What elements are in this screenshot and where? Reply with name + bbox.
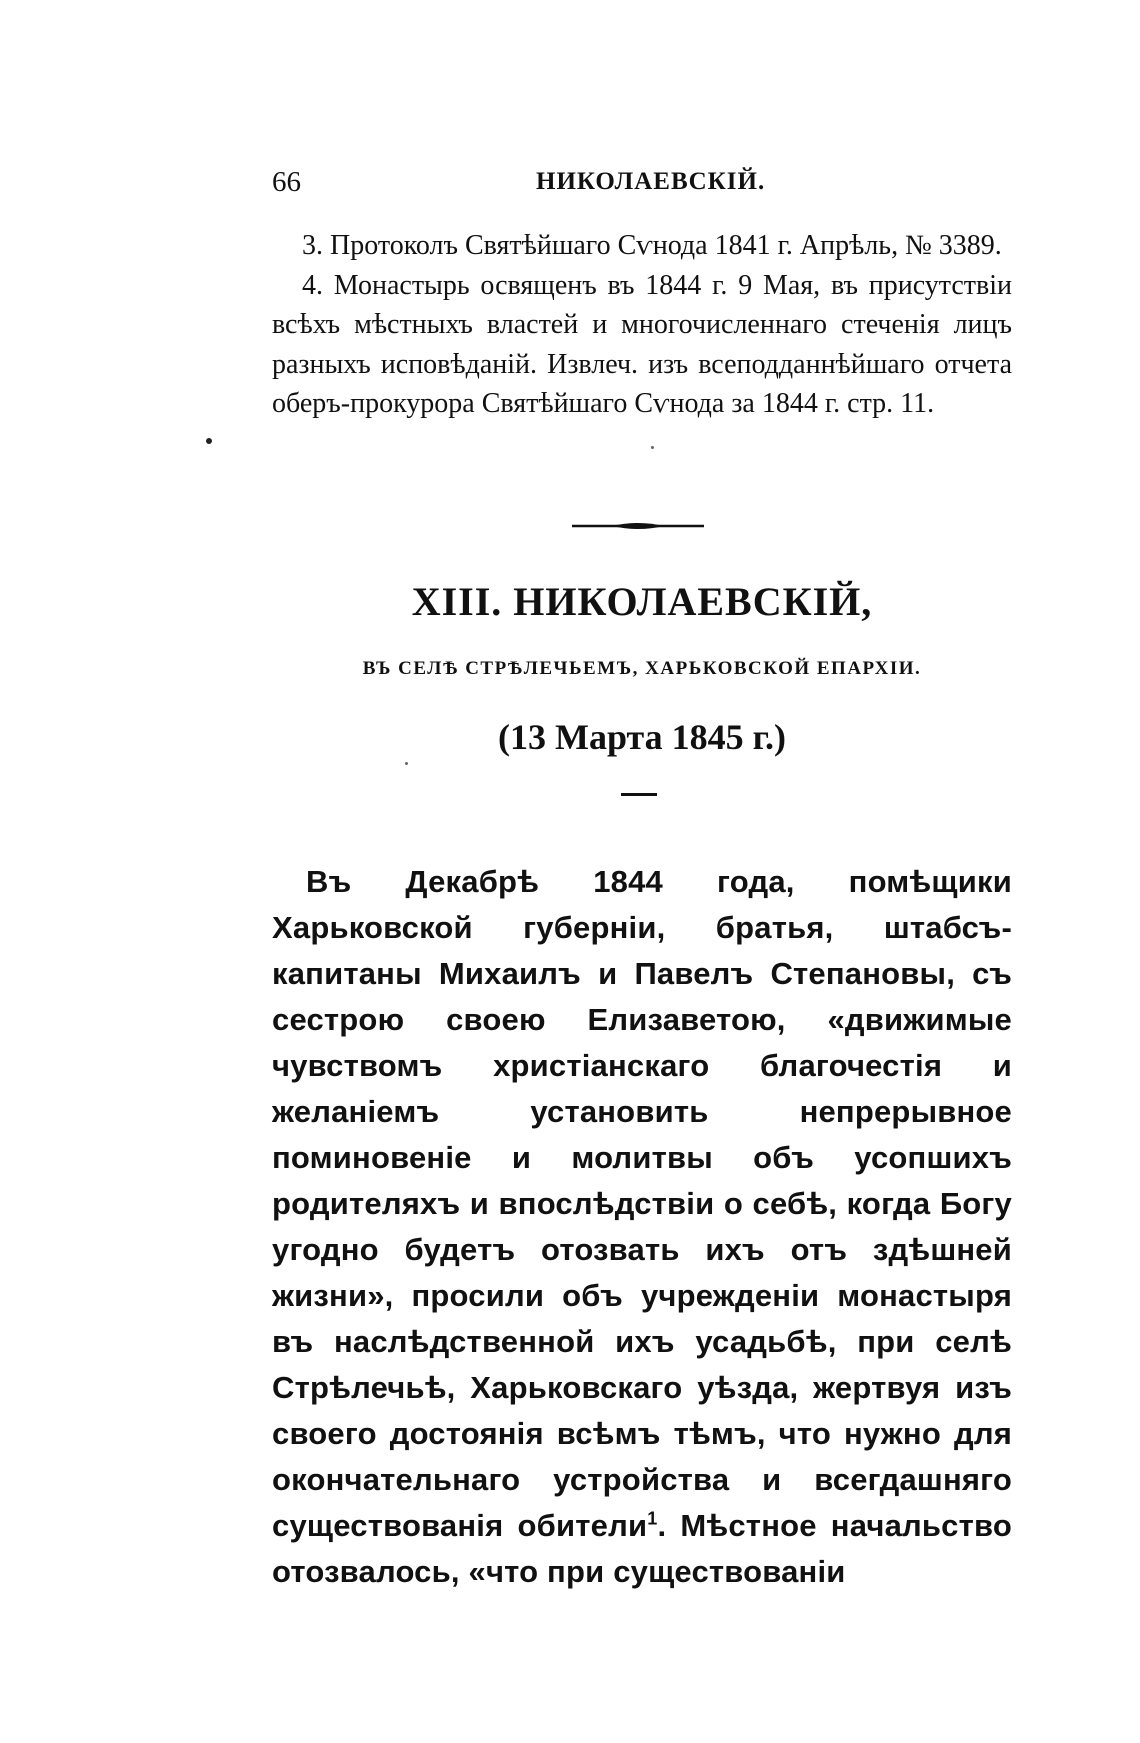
footnote-reference: 1 <box>647 1508 658 1529</box>
body-text: Въ Декабрѣ 1844 года, помѣщики Харьковской губерніи, братья, штабсъ-капитаны Михаилъ и Павелъ Степановы, съ сестрою своею Елизаветою, «движимые чувствомъ христіанскаго благочестія и желаніемъ установить непрерывное поминовеніе и молитвы объ усопшихъ родителяхъ и впослѣдствіи о себѣ, когда Богу угодно будетъ отозвать ихъ отъ здѣшней жизни», просили объ учрежденіи монастыря въ наслѣдственной ихъ усадьбѣ, при селѣ Стрѣлечьѣ, Харьковскаго уѣзда, жертвуя изъ своего достоянія всѣмъ тѣмъ, что нужно для окончательнаго устройства и всегдашняго существованія обители <box>272 864 1012 1543</box>
footnote-4: 4. Монастырь освященъ въ 1844 г. 9 Мая, въ присутствіи всѣхъ мѣстныхъ властей и многочисленнаго стеченія лицъ разныхъ исповѣданій. Извлеч. изъ всеподданнѣйшаго отчета оберъ-прокурора Святѣйшаго Сѵнода за 1844 г. стр. 11. <box>272 269 1012 419</box>
page-header <box>272 166 1012 206</box>
page-number: 66 <box>272 166 301 198</box>
paper-speck <box>405 762 408 765</box>
margin-dot <box>206 438 212 444</box>
section-divider-ornament <box>572 521 704 531</box>
short-rule <box>621 793 657 796</box>
footnotes-block <box>272 226 1012 424</box>
section-title: XIII. НИКОЛАЕВСКІЙ, <box>411 579 873 624</box>
running-title: НИКОЛАЕВСКІЙ. <box>536 168 766 195</box>
body-text-continuation: . Мѣстное начальство отозвалось, «что при существованіи <box>272 1508 1012 1589</box>
body-paragraph <box>272 859 1012 1595</box>
footnote-3: 3. Протоколъ Святѣйшаго Сѵнода 1841 г. Апрѣль, № 3389. <box>302 230 1002 261</box>
paper-speck <box>651 446 654 449</box>
section-subtitle: ВЪ СЕЛѢ СТРѢЛЕЧЬЕМЪ, ХАРЬКОВСКОЙ ЕПАРХІИ. <box>362 658 922 679</box>
section-date: (13 Марта 1845 г.) <box>498 717 786 757</box>
